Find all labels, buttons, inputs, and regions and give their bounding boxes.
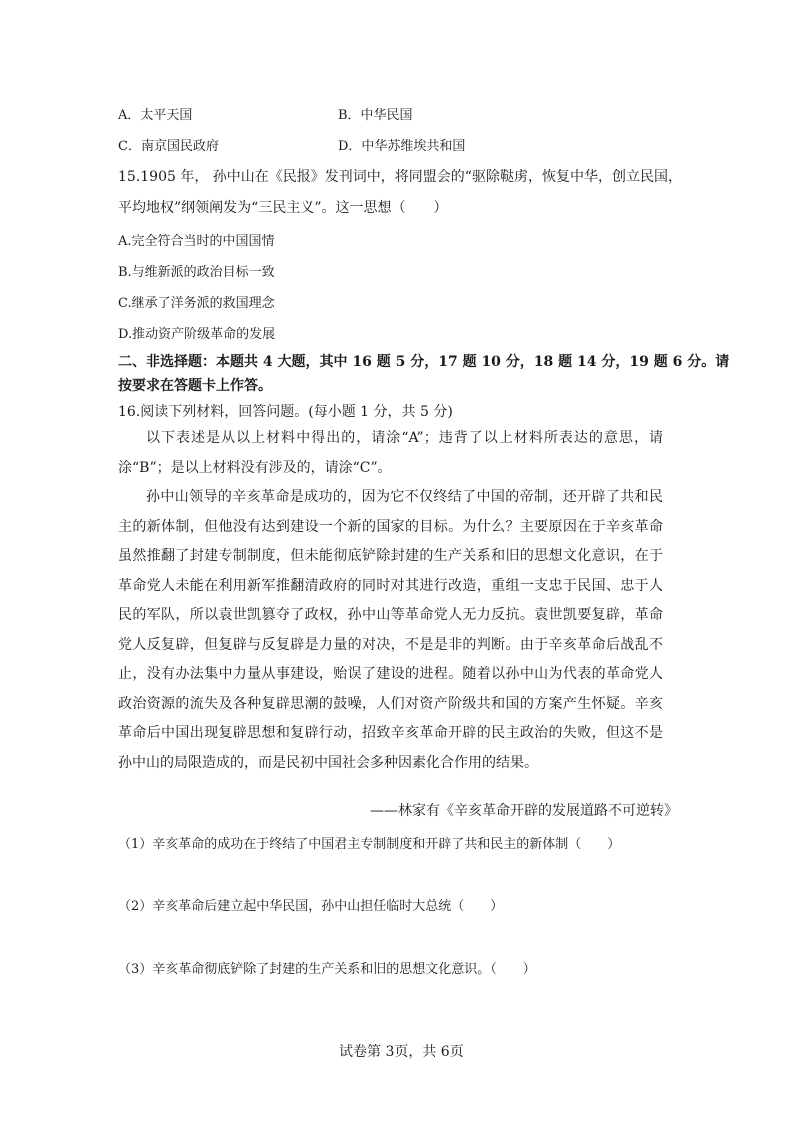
q16-instruction-text: 以下表述是从以上材料中得出的，请涂“A”；违背了以上材料所表达的意思，请涂“B”；是以上材料没有涉及的，请涂“C”。 — [118, 430, 663, 476]
page-footer: 试卷第 3页，共 6页 — [339, 1044, 464, 1060]
q16-passage — [118, 483, 663, 778]
q16-item-2: （2）辛亥革命后建立起中华民国，孙中山担任临时大总统（ ） — [118, 899, 504, 914]
section2-heading-line2: 按要求在答题卡上作答。 — [118, 378, 272, 394]
q14-option-b: B．中华民国 — [338, 108, 413, 123]
q14-option-d: D．中华苏维埃共和国 — [338, 139, 466, 154]
q16-passage-text: 孙中山领导的辛亥革命是成功的，因为它不仅终结了中国的帝制，还开辟了共和民主的新体制，但他没有达到建设一个新的国家的目标。为什么？主要原因在于辛亥革命虽然推翻了封建专制制度，但未能彻底铲除封建的生产关系和旧的思想文化意识，在于革命党人未能在利用新军推翻清政府的同时对其进行改造，重组一支忠于民国、忠于人民的军队，所以袁世凯篡夺了政权，孙中山等革命党人无力反抗。袁世凯要复辟，革命党人反复辟，但复辟与反复辟是力量的对决，不是是非的判断。由于辛亥革命后战乱不止，没有办法集中力量从事建设，贻误了建设的进程。随着以孙中山为代表的革命党人政治资源的流失及各种复辟思潮的鼓噪，人们对资产阶级共和国的方案产生怀疑。辛亥革命后中国出现复辟思想和复辟行动，招致辛亥革命开辟的民主政治的失败，但这不是孙中山的局限造成的，而是民初中国社会多种因素化合作用的结果。 — [118, 489, 663, 771]
q15-option-c: C.继承了洋务派的救国理念 — [118, 296, 275, 311]
q15-stem-line1: 15.1905 年， 孙中山在《民报》发刊词中，将同盟会的“驱除鞑虏，恢复中华，创立民国， — [118, 169, 682, 185]
q16-item-1: （1）辛亥革命的成功在于终结了中国君主专制制度和开辟了共和民主的新体制（ ） — [118, 837, 621, 852]
q16-source: ——林家有《辛亥革命开辟的发展道路不可逆转》 — [370, 803, 678, 819]
q14-option-a: A．太平天国 — [118, 108, 193, 123]
q15-stem-line2: 平均地权”纲领阐发为“三民主义”。这一思想（ ） — [118, 200, 448, 216]
section2-heading-line1: 二、非选择题：本题共 4 大题，其中 16 题 5 分，17 题 10 分，18 题 14 分，19 题 6 分。请 — [118, 354, 730, 370]
q15-option-d: D.推动资产阶级革命的发展 — [118, 327, 276, 342]
q16-item-3: （3）辛亥革命彻底铲除了封建的生产关系和旧的思想文化意识。（ ） — [118, 962, 536, 977]
q16-instruction — [118, 424, 663, 483]
q15-option-b: B.与维新派的政治目标一致 — [118, 265, 275, 280]
q16-title: 16.阅读下列材料，回答问题。(每小题 1 分，共 5 分) — [118, 404, 453, 420]
q14-option-c: C．南京国民政府 — [118, 139, 219, 154]
q15-option-a: A.完全符合当时的中国国情 — [118, 234, 275, 249]
